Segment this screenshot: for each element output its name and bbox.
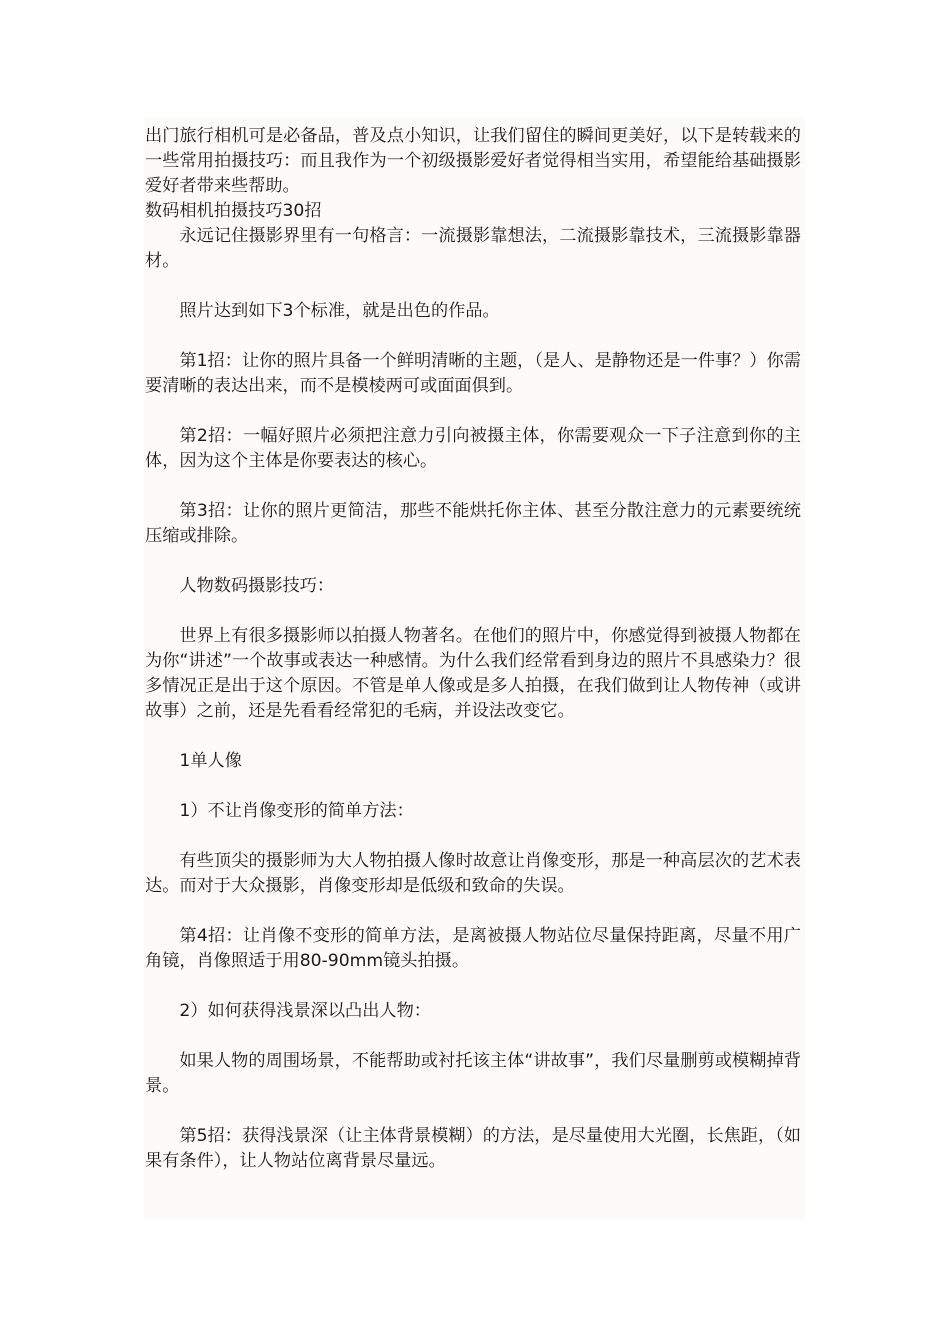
tip-5-paragraph: 第5招：获得浅景深（让主体背景模糊）的方法，是尽量使用大光圈，长焦距，（如果有条件），让人物站位离背景尽量远。 bbox=[145, 1126, 801, 1171]
tip-2-paragraph: 第2招：一幅好照片必须把注意力引向被摄主体，你需要观众一下子注意到你的主体，因为这个主体是你要表达的核心。 bbox=[145, 426, 801, 471]
motto-paragraph: 永远记住摄影界里有一句格言：一流摄影靠想法，二流摄影靠技术，三流摄影靠器材。 bbox=[145, 226, 801, 271]
subheading-shallow-dof: 2）如何获得浅景深以凸出人物： bbox=[179, 1001, 431, 1021]
article-title: 数码相机拍摄技巧30招 bbox=[145, 201, 322, 221]
distortion-paragraph: 有些顶尖的摄影师为大人物拍摄人像时故意让肖像变形，那是一种高层次的艺术表达。而对于大众摄影，肖像变形却是低级和致命的失误。 bbox=[145, 851, 801, 896]
portrait-intro-paragraph: 世界上有很多摄影师以拍摄人物著名。在他们的照片中，你感觉得到被摄人物都在为你“讲述”一个故事或表达一种感情。为什么我们经常看到身边的照片不具感染力？很多情况正是出于这个原因。不管是单人像或是多人拍摄，在我们做到让人物传神（或讲故事）之前，还是先看看经常犯的毛病，并设法改变它。 bbox=[145, 626, 801, 721]
intro-paragraph: 出门旅行相机可是必备品，普及点小知识，让我们留住的瞬间更美好，以下是转载来的一些常用拍摄技巧：而且我作为一个初级摄影爱好者觉得相当实用，希望能给基础摄影爱好者带来些帮助。 bbox=[145, 126, 801, 196]
standards-paragraph: 照片达到如下3个标准，就是出色的作品。 bbox=[179, 301, 500, 321]
tip-1-paragraph: 第1招：让你的照片具备一个鲜明清晰的主题，（是人、是静物还是一件事？）你需要清晰的表达出来，而不是模棱两可或面面俱到。 bbox=[145, 351, 801, 396]
tip-4-paragraph: 第4招：让肖像不变形的简单方法，是离被摄人物站位尽量保持距离，尽量不用广角镜，肖像照适于用80-90mm镜头拍摄。 bbox=[145, 926, 801, 971]
subsection-single-portrait: 1单人像 bbox=[179, 751, 242, 771]
subheading-no-distortion: 1）不让肖像变形的简单方法： bbox=[179, 801, 414, 821]
tip-3-paragraph: 第3招：让你的照片更简洁，那些不能烘托你主体、甚至分散注意力的元素要统统压缩或排除。 bbox=[145, 501, 801, 546]
article-body bbox=[145, 124, 801, 1174]
background-paragraph: 如果人物的周围场景，不能帮助或衬托该主体“讲故事”，我们尽量删剪或模糊掉背景。 bbox=[145, 1051, 801, 1096]
section-heading-portrait: 人物数码摄影技巧： bbox=[179, 576, 335, 596]
